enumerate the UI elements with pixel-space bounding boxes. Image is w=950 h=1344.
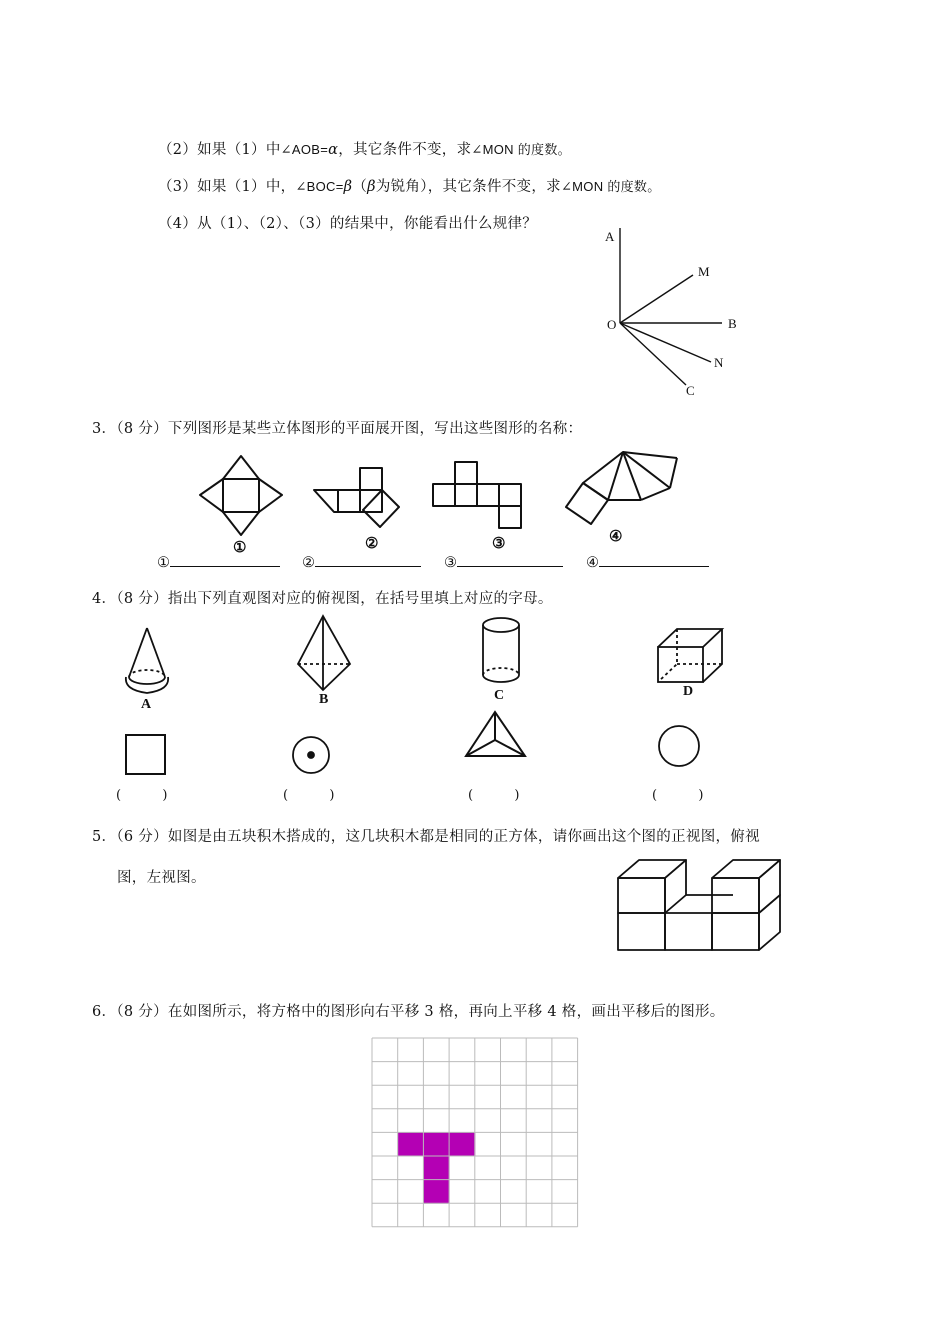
solid-cylinder: [483, 618, 519, 682]
answer-blank-2[interactable]: ②: [302, 552, 421, 571]
ray-oc: [620, 323, 686, 385]
label-a: A: [605, 229, 615, 244]
angle-icon: ∠: [280, 143, 292, 158]
net-2: [314, 468, 399, 527]
solid-label-d: D: [683, 684, 694, 699]
t-shape-cell: [423, 1180, 449, 1204]
q2-sub4: （4）从（1）、（2）、（3）的结果中，你能看出什么规律？: [158, 216, 538, 232]
net-4: [566, 452, 677, 524]
answer-paren-3[interactable]: ( ): [468, 788, 520, 803]
answer-blank-1[interactable]: ①: [157, 552, 280, 571]
q4-text: 4．（8 分）指出下列直观图对应的俯视图，在括号里填上对应的字母。: [92, 591, 553, 607]
q5-line1: 5．（6 分）如图是由五块积木搭成的，这几块积木都是相同的正方体，请你画出这个图的正视图，俯视: [92, 829, 760, 845]
q6-text: 6．（8 分）在如图所示，将方格中的图形向右平移 3 格，再向上平移 4 格，画出平移后的图形。: [92, 1004, 725, 1020]
solid-label-c: C: [494, 688, 505, 703]
solid-cube: [658, 629, 722, 682]
q3-text: 3．（8 分）下列图形是某些立体图形的平面展开图，写出这些图形的名称：: [92, 421, 583, 437]
t-shape-cell: [423, 1132, 449, 1156]
label-n: N: [714, 355, 724, 370]
answer-blank-3[interactable]: ③: [444, 552, 563, 571]
ray-om: [620, 275, 693, 323]
net-3: [433, 462, 521, 528]
q2-sub3: （3）如果（1）中，∠BOC=β（β为锐角），其它条件不变，求∠MON 的度数。: [158, 179, 661, 195]
label-c: C: [686, 383, 695, 398]
net-1: [200, 456, 282, 535]
translation-grid: [372, 1038, 578, 1228]
answer-paren-4[interactable]: ( ): [652, 788, 704, 803]
topview-triangle: [466, 712, 525, 756]
angle-icon: ∠: [560, 180, 573, 195]
label-m: M: [698, 264, 710, 279]
label-b: B: [728, 316, 737, 331]
net-label-4: ④: [609, 529, 623, 545]
net-label-3: ③: [492, 536, 506, 552]
topview-square: [126, 735, 165, 774]
solid-bipyramid: [298, 616, 350, 690]
t-shape-cell: [423, 1156, 449, 1180]
answer-paren-2[interactable]: ( ): [283, 788, 335, 803]
q5-line2: 图，左视图。: [117, 870, 206, 886]
answer-blank-4[interactable]: ④: [586, 552, 709, 571]
ray-on: [620, 323, 711, 362]
solid-label-b: B: [319, 692, 329, 707]
label-o: O: [607, 317, 617, 332]
net-label-1: ①: [233, 540, 247, 556]
solid-cone: [126, 628, 168, 693]
angle-icon: ∠: [471, 143, 483, 158]
solid-label-a: A: [141, 697, 152, 712]
topview-circle: [659, 726, 699, 766]
t-shape-cell: [449, 1132, 475, 1156]
net-label-2: ②: [365, 536, 379, 552]
q2-sub2: （2）如果（1）中∠AOB=α，其它条件不变，求∠MON 的度数。: [158, 142, 571, 158]
answer-paren-1[interactable]: ( ): [116, 788, 168, 803]
angle-icon: ∠: [295, 180, 307, 195]
t-shape-cell: [398, 1132, 424, 1156]
topview-circle-dot: [293, 737, 329, 773]
